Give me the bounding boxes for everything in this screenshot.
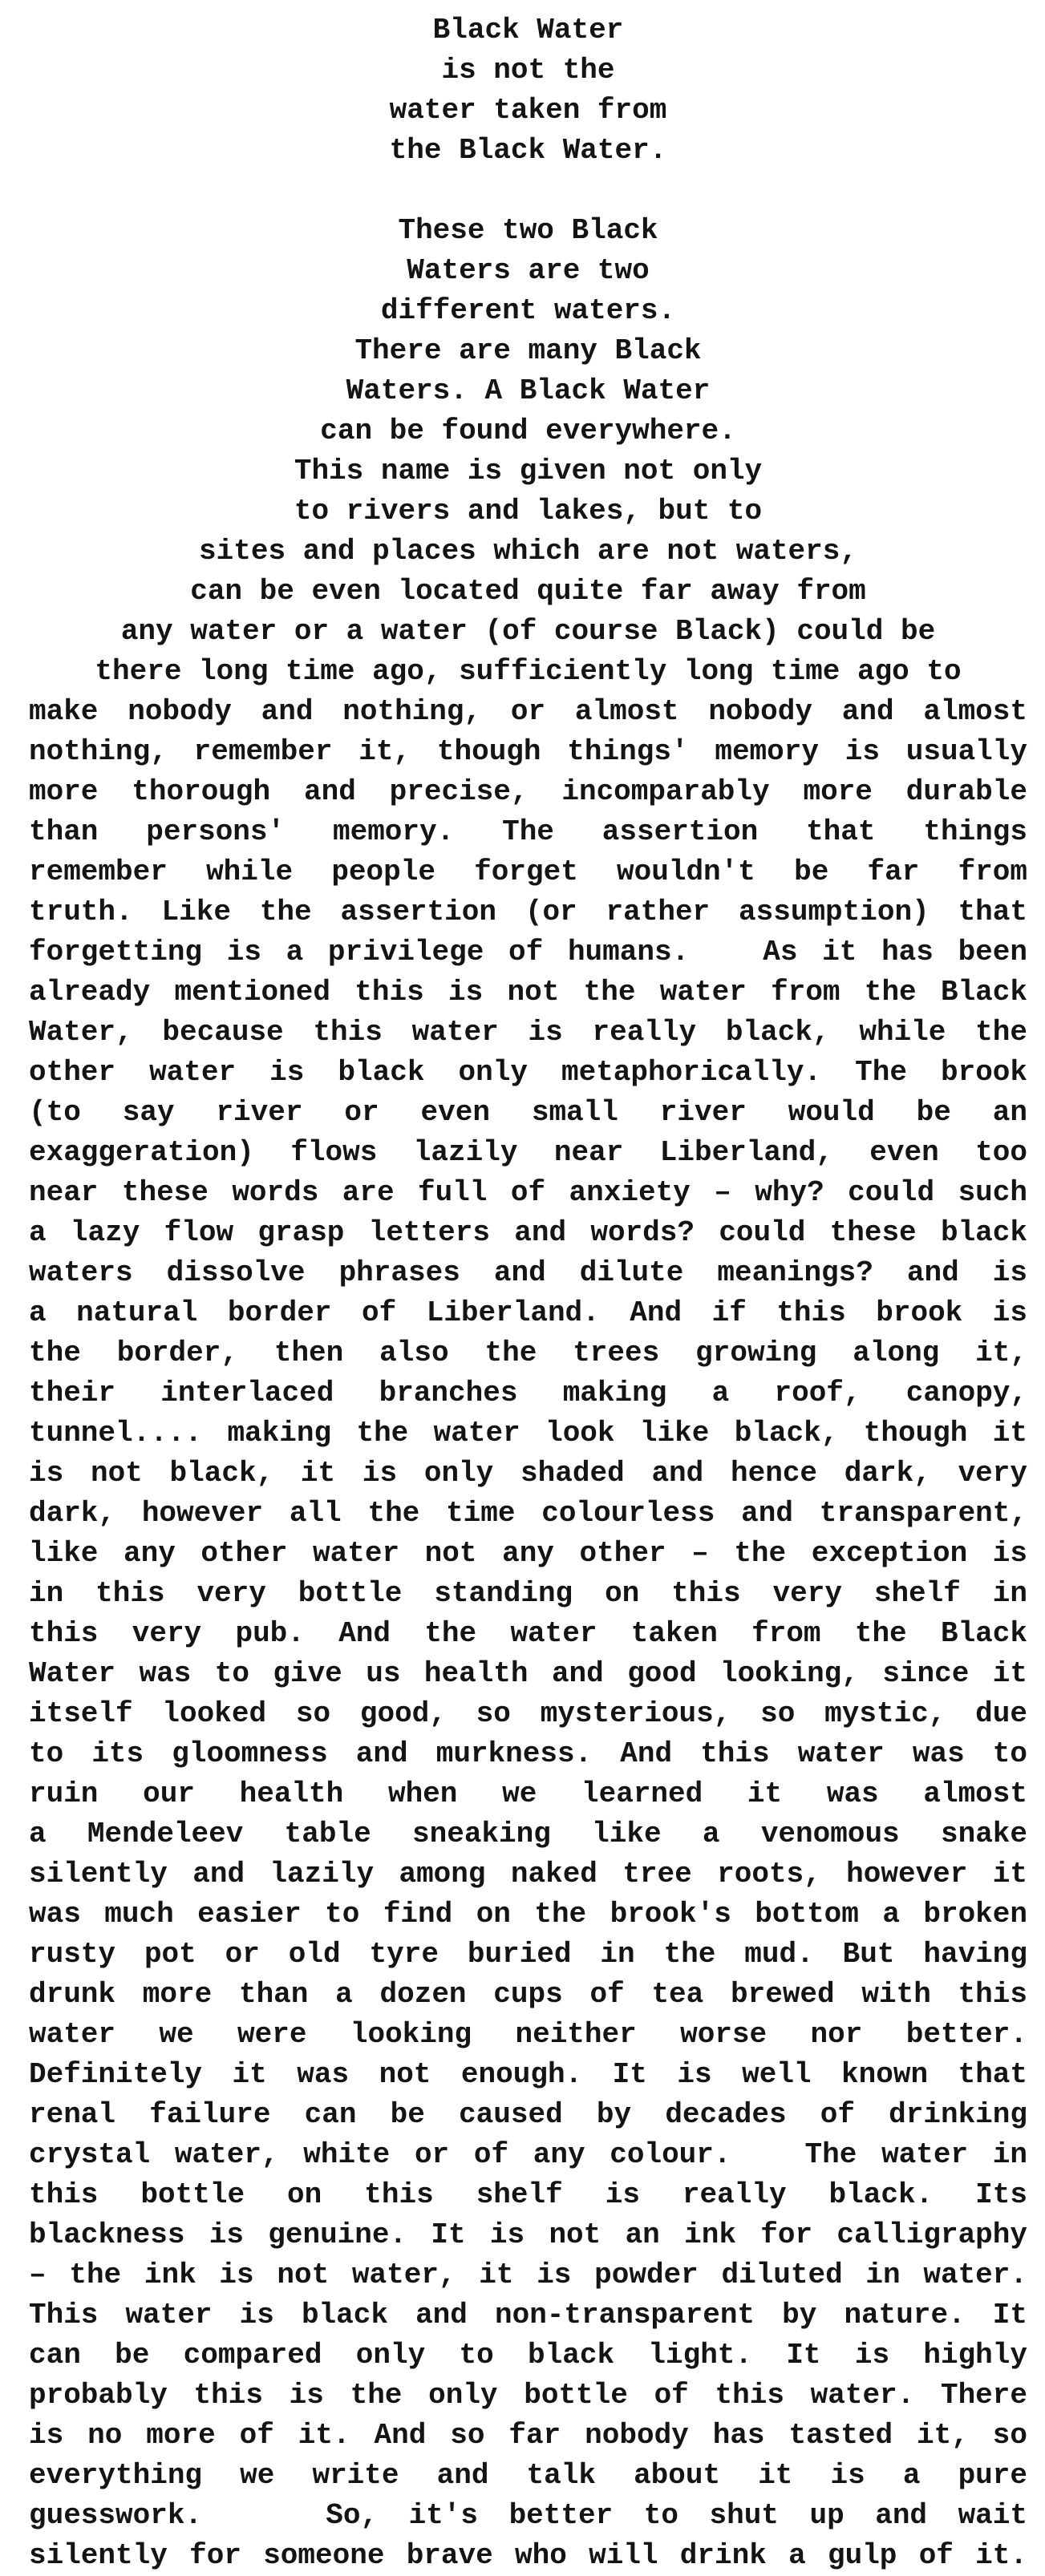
text-line: than persons' memory. The assertion that things xyxy=(29,815,1027,848)
text-line: was much easier to find on the brook's bottom a broken xyxy=(29,1898,1027,1931)
stanza-gap xyxy=(29,171,1027,211)
text-line: waters dissolve phrases and dilute meanings? and is xyxy=(29,1256,1027,1289)
text-line: is not the xyxy=(441,54,615,87)
text-line: there long time ago, sufficiently long time ago to xyxy=(95,655,962,688)
text-line: truth. Like the assertion (or rather assumption) that xyxy=(29,896,1027,928)
text-line: this very pub. And the water taken from the Black xyxy=(29,1617,1027,1650)
text-line: near these words are full of anxiety – why? could such xyxy=(29,1176,1027,1209)
text-line: the Black Water. xyxy=(389,134,667,167)
text-line: a Mendeleev table sneaking like a venomous snake xyxy=(29,1818,1027,1850)
text-line: These two Black xyxy=(398,214,658,247)
text-line: to rivers and lakes, but to xyxy=(294,495,763,528)
text-line: Water, because this water is really black, while the xyxy=(29,1016,1027,1049)
text-line: tunnel.... making the water look like black, though it xyxy=(29,1417,1027,1450)
text-line: sites and places which are not waters, xyxy=(199,535,857,568)
text-line: nothing, remember it, though things' memory is usually xyxy=(29,735,1027,768)
text-line: the border, then also the trees growing along it, xyxy=(29,1337,1027,1369)
text-line: their interlaced branches making a roof, canopy, xyxy=(29,1377,1027,1409)
poem-text xyxy=(29,10,1027,2576)
text-line: in this very bottle standing on this very shelf in xyxy=(29,1577,1027,1610)
text-line: a natural border of Liberland. And if this brook is xyxy=(29,1296,1027,1329)
text-line: can be found everywhere. xyxy=(320,415,736,447)
body-paragraph xyxy=(29,692,1027,2576)
text-line: renal failure can be caused by decades of drinking xyxy=(29,2098,1027,2131)
text-line: This name is given not only xyxy=(294,455,763,487)
text-line: this bottle on this shelf is really black. Its xyxy=(29,2178,1027,2211)
text-line: any water or a water (of course Black) could be xyxy=(120,615,936,648)
text-line: silently and lazily among naked tree roots, however it xyxy=(29,1858,1027,1891)
text-line: is no more of it. And so far nobody has tasted it, so xyxy=(29,2419,1027,2452)
text-line: Water was to give us health and good looking, since it xyxy=(29,1657,1027,1690)
text-line: remember while people forget wouldn't be far from xyxy=(29,855,1027,888)
text-line: make nobody and nothing, or almost nobody and almost xyxy=(29,695,1027,728)
text-line: Waters. A Black Water xyxy=(346,374,711,407)
text-line: water taken from xyxy=(389,94,667,127)
text-line: a lazy flow grasp letters and words? could these black xyxy=(29,1216,1027,1249)
text-line: silently for someone brave who will drink a gulp of it. xyxy=(29,2539,1027,2572)
text-line: more thorough and precise, incomparably more durable xyxy=(29,775,1027,808)
text-line: can be even located quite far away from xyxy=(190,575,866,608)
text-line: already mentioned this is not the water from the Black xyxy=(29,976,1027,1009)
text-line: blackness is genuine. It is not an ink for calligraphy xyxy=(29,2218,1027,2251)
text-line: everything we write and talk about it is a pure xyxy=(29,2459,1027,2492)
text-line: to its gloomness and murkness. And this water was to xyxy=(29,1737,1027,1770)
text-line: guesswork. So, it's better to shut up and wait xyxy=(29,2499,1027,2532)
text-line: like any other water not any other – the exception is xyxy=(29,1537,1027,1570)
text-line: other water is black only metaphorically. The brook xyxy=(29,1056,1027,1089)
text-line: probably this is the only bottle of this water. There xyxy=(29,2379,1027,2412)
text-line: drunk more than a dozen cups of tea brewed with this xyxy=(29,1978,1027,2011)
text-line: This water is black and non-transparent by nature. It xyxy=(29,2299,1027,2331)
stanza-2 xyxy=(29,211,1027,692)
text-line: forgetting is a privilege of humans. As it has been xyxy=(29,936,1027,969)
text-line: Waters are two xyxy=(407,254,650,287)
text-line: is not black, it is only shaded and hence dark, very xyxy=(29,1457,1027,1490)
text-line: dark, however all the time colourless and transparent, xyxy=(29,1497,1027,1530)
text-line: – the ink is not water, it is powder diluted in water. xyxy=(29,2259,1027,2291)
text-line: There are many Black xyxy=(354,334,702,367)
text-line: different waters. xyxy=(380,294,676,327)
text-line: Definitely it was not enough. It is well known that xyxy=(29,2058,1027,2091)
text-line: rusty pot or old tyre buried in the mud. But having xyxy=(29,1938,1027,1971)
text-line: can be compared only to black light. It is highly xyxy=(29,2339,1027,2372)
text-line: (to say river or even small river would be an xyxy=(29,1096,1027,1129)
text-line: water we were looking neither worse nor better. xyxy=(29,2018,1027,2051)
text-line: ruin our health when we learned it was almost xyxy=(29,1777,1027,1810)
text-line: itself looked so good, so mysterious, so mystic, due xyxy=(29,1697,1027,1730)
text-line: exaggeration) flows lazily near Liberland, even too xyxy=(29,1136,1027,1169)
text-line: crystal water, white or of any colour. The water in xyxy=(29,2138,1027,2171)
text-line: Black Water xyxy=(432,14,624,47)
stanza-1 xyxy=(29,10,1027,171)
